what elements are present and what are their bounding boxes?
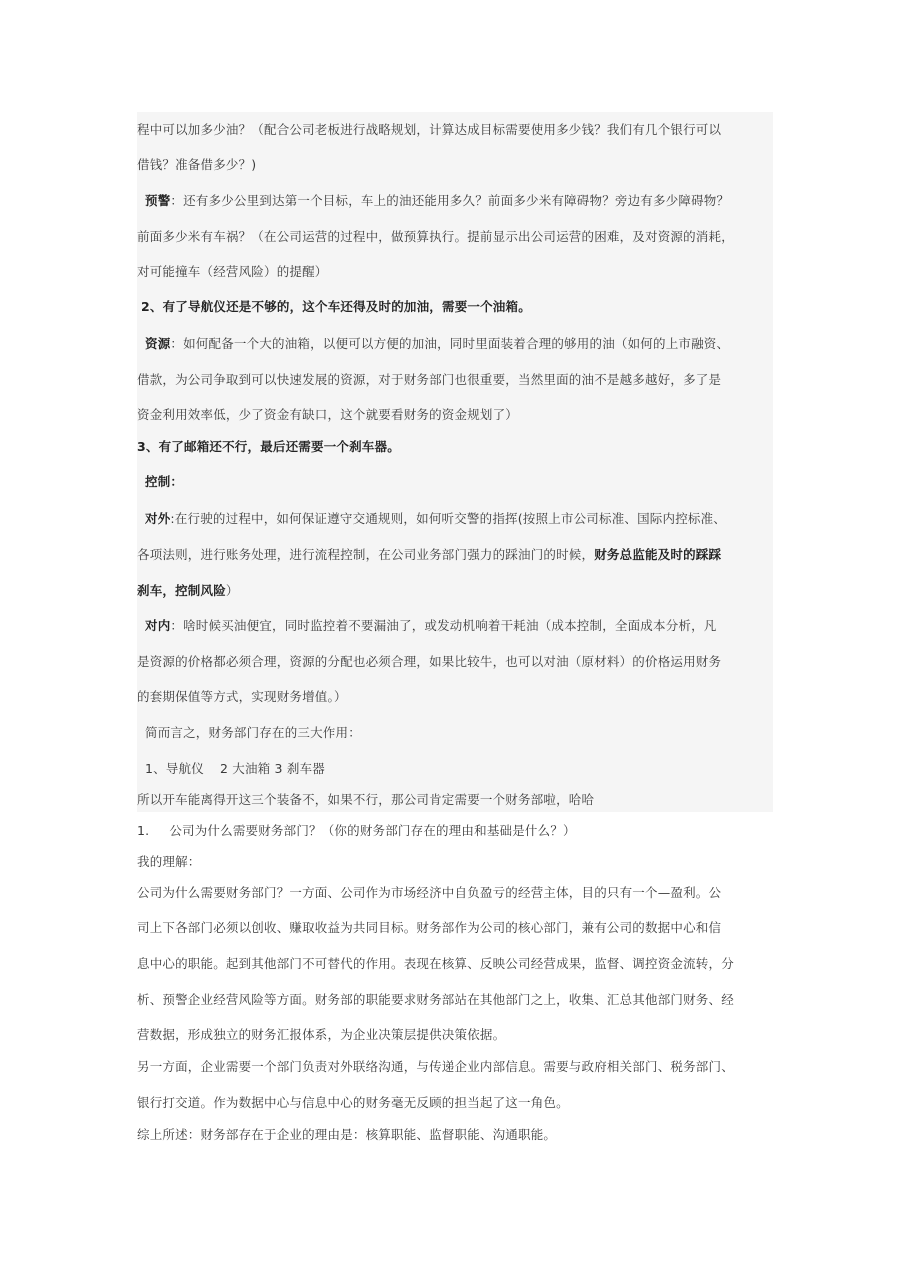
- text-line: 综上所述：财务部存在于企业的理由是：核算职能、监督职能、沟通职能。: [137, 1127, 557, 1142]
- text-line: 银行打交道。作为数据中心与信息中心的财务毫无反顾的担当起了这一角色。: [137, 1095, 569, 1110]
- internal-label: 对内: [145, 618, 171, 633]
- shaded-quote-block: [137, 112, 773, 812]
- text-line: 资源：如何配备一个大的油箱，以便可以方便的加油，同时里面装着合理的够用的油（如何的上市融资、: [145, 336, 730, 351]
- question-heading: 1. 公司为什么需要财务部门？（你的财务部门存在的理由和基础是什么？）: [137, 823, 576, 838]
- text-line: 借钱？准备借多少？): [137, 157, 257, 172]
- text-line: 公司为什么需要财务部门？一方面、公司作为市场经济中自负盈亏的经营主体，目的只有一个—盈利。公: [137, 885, 722, 900]
- external-label: 对外: [145, 511, 171, 526]
- text-line: 1、导航仪 2 大油箱 3 刹车器: [145, 761, 325, 776]
- text-line: 司上下各部门必须以创收、赚取收益为共同目标。财务部作为公司的核心部门，兼有公司的数据中心和信: [137, 920, 722, 935]
- warning-label: 预警: [145, 193, 171, 208]
- text-line: 前面多少米有车祸？（在公司运营的过程中，做预算执行。提前显示出公司运营的困难，及对资源的消耗，: [137, 229, 734, 244]
- text-line: 析、预警企业经营风险等方面。财务部的职能要求财务部站在其他部门之上，收集、汇总其他部门财务、经: [137, 992, 734, 1007]
- text-line: 借款，为公司争取到可以快速发展的资源，对于财务部门也很重要，当然里面的油不是越多越好，多了是: [137, 372, 722, 387]
- text-line: 对外:在行驶的过程中，如何保证遵守交通规则，如何听交警的指挥(按照上市公司标准、国际内控标准、: [145, 511, 726, 526]
- text-line: 所以开车能离得开这三个装备不，如果不行，那公司肯定需要一个财务部啦，哈哈: [137, 792, 595, 807]
- text-line: 刹车，控制风险）: [137, 583, 239, 598]
- text-line: 息中心的职能。起到其他部门不可替代的作用。表现在核算、反映公司经营成果，监督、调控资金流转，分: [137, 956, 734, 971]
- text-line: 各项法则，进行账务处理，进行流程控制，在公司业务部门强力的踩油门的时候，财务总监能及时的踩踩: [137, 547, 722, 562]
- control-label: 控制：: [145, 474, 184, 489]
- section-heading-2: 2、有了导航仪还是不够的，这个车还得及时的加油，需要一个油箱。: [141, 299, 531, 314]
- text-line: 简而言之，财务部门存在的三大作用：: [145, 725, 361, 740]
- text-line: 营数据，形成独立的财务汇报体系，为企业决策层提供决策依据。: [137, 1027, 506, 1042]
- section-heading-3: 3、有了邮箱还不行，最后还需要一个刹车器。: [137, 439, 400, 454]
- text-line: 对可能撞车（经营风险）的提醒）: [137, 264, 328, 279]
- text-line: 另一方面，企业需要一个部门负责对外联络沟通，与传递企业内部信息。需要与政府相关部门、税务部门、: [137, 1059, 734, 1074]
- text-line: 资金利用效率低，少了资金有缺口，这个就要看财务的资金规划了）: [137, 407, 519, 422]
- text-line: 程中可以加多少油？（配合公司老板进行战略规划，计算达成目标需要使用多少钱？我们有几个银行可以: [137, 122, 722, 137]
- resource-label: 资源: [145, 336, 171, 351]
- text-line: 我的理解：: [137, 854, 201, 869]
- text-line: 的套期保值等方式，实现财务增值。）: [137, 689, 347, 704]
- text-line: 是资源的价格都必须合理，资源的分配也必须合理，如果比较牛，也可以对油（原材料）的价格运用财务: [137, 654, 722, 669]
- text-line: 预警：还有多少公里到达第一个目标，车上的油还能用多久？前面多少米有障碍物？旁边有多少障碍物？: [145, 193, 730, 208]
- text-line: 对内：啥时候买油便宜，同时监控着不要漏油了，或发动机响着干耗油（成本控制，全面成本分析，凡: [145, 618, 717, 633]
